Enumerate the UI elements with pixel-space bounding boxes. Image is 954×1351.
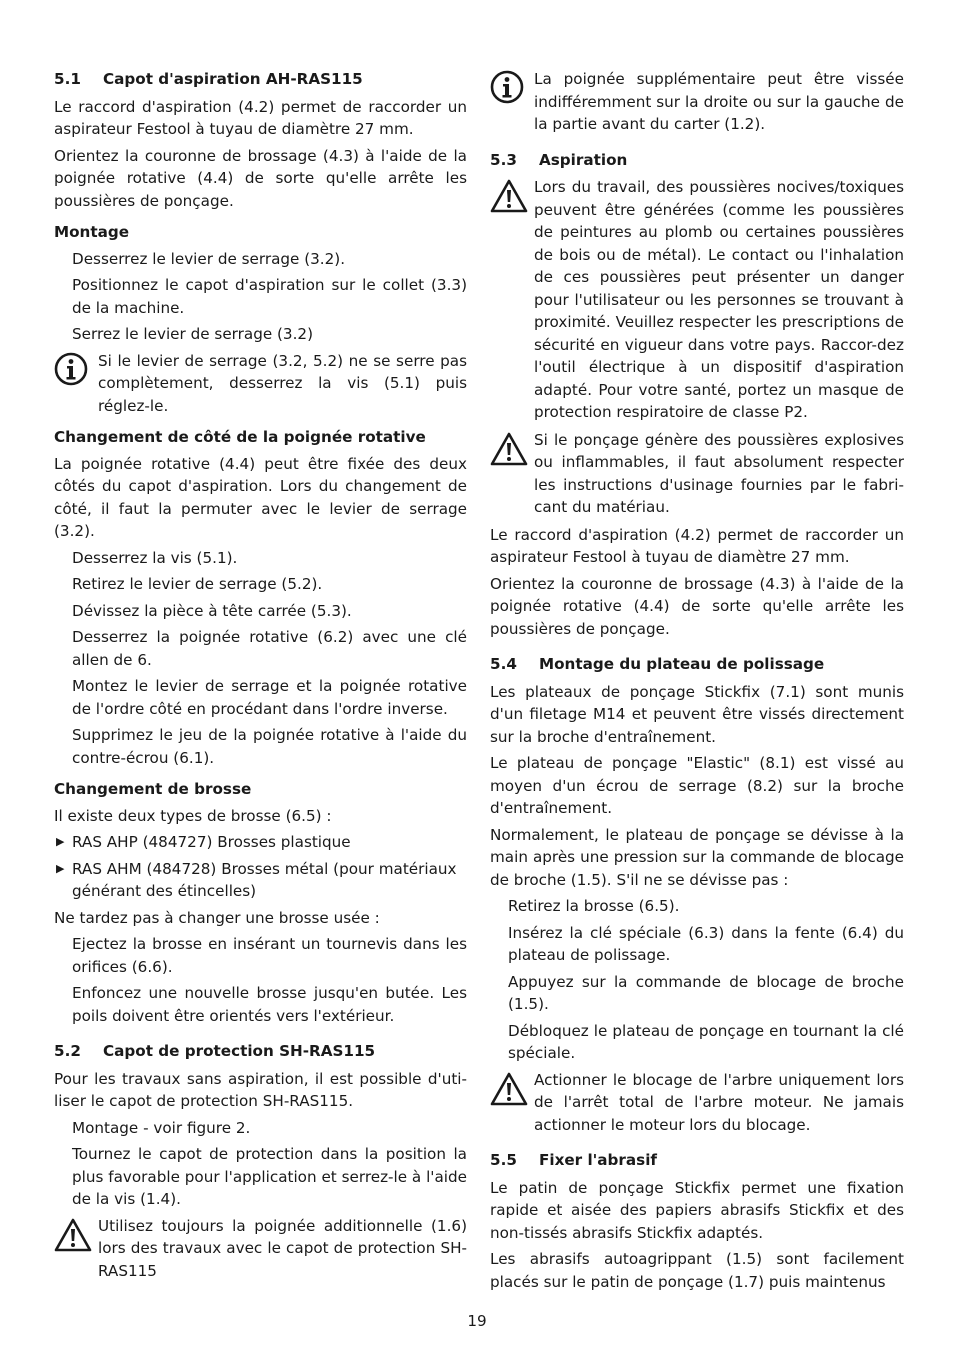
page-number: 19 xyxy=(467,1312,487,1330)
step: Enfoncez une nouvelle brosse jusqu'en butée. Les poils doivent être orientés vers l'extérieur. xyxy=(72,984,467,1025)
warning-icon xyxy=(490,429,534,519)
paragraph: Les abrasifs autoagrippant (1.5) sont facilement placés sur le patin de ponçage (1.7) puis maintenus xyxy=(490,1250,904,1291)
warning-note: Actionner le blocage de l'arbre uniquement lors de l'arrêt total de l'arbre moteur. Ne jamais actionner le moteur lors du blocage. xyxy=(490,1069,904,1137)
paragraph: Orientez la couronne de brossage (4.3) à l'aide de la poignée rotative (4.4) de sorte qu'elle arrête les poussières de ponçage. xyxy=(490,574,904,638)
subheading-montage: Montage xyxy=(54,223,130,241)
info-icon xyxy=(490,68,534,136)
paragraph: Le patin de ponçage Stickfix permet une fixation rapide et aisée des papiers abrasifs Stickfix et des non-tissés abrasifs Stickfix adaptés. xyxy=(490,1178,904,1242)
step: Montage - voir figure 2. xyxy=(72,1118,251,1137)
step: Desserrez le levier de serrage (3.2). xyxy=(72,249,346,268)
section-5-1-heading: 5.1 Capot d'aspiration AH-RAS115 xyxy=(54,70,363,88)
section-5-3-heading: 5.3 Aspiration xyxy=(490,150,628,169)
paragraph: Le raccord d'aspiration (4.2) permet de raccorder un aspirateur Festool à tuyau de diamètre 27 mm. xyxy=(490,525,904,566)
paragraph: Le plateau de ponçage "Elastic" (8.1) est vissé au moyen d'un écrou de serrage (8.2) sur la broche d'entraînement. xyxy=(490,754,904,817)
step: Ejectez la brosse en insérant un tournevis dans les orifices (6.6). xyxy=(72,935,467,976)
info-note: La poignée supplémentaire peut être vissée indifféremment sur la droite ou sur la gauche de la partie avant du carter (1.2). xyxy=(490,68,904,136)
step: Serrez le levier de serrage (3.2) xyxy=(72,325,314,343)
step: Supprimez le jeu de la poignée rotative à l'aide du contre-écrou (6.1). xyxy=(72,726,467,767)
info-icon xyxy=(54,350,98,418)
step: Desserrez la vis (5.1). xyxy=(72,548,238,567)
step: Retirez le levier de serrage (5.2). xyxy=(72,575,323,593)
subheading-brosse: Changement de brosse xyxy=(54,780,252,798)
paragraph: Les plateaux de ponçage Stickfix (7.1) sont munis d'un filetage M14 et peuvent être vissés directement sur la broche d'entraînement. xyxy=(490,682,904,746)
step: Tournez le capot de protection dans la position la plus favorable pour l'application et serrez-le à l'aide de la vis (1.4). xyxy=(72,1145,467,1208)
paragraph: Orientez la couronne de brossage (4.3) à l'aide de la poignée rotative (4.4) de sorte qu'elle arrête les poussières de ponçage. xyxy=(54,146,467,210)
paragraph: Le raccord d'aspiration (4.2) permet de raccorder un aspirateur Festool à tuyau de diamètre 27 mm. xyxy=(54,97,467,138)
warning-note: Utilisez toujours la poignée additionnelle (1.6) lors des travaux avec le capot de protection SH-RAS115 xyxy=(54,1215,467,1283)
paragraph: La poignée rotative (4.4) peut être fixée des deux côtés du capot d'aspiration. Lors du changement de côté, il faut la permuter avec le levier de serrage (3.2). xyxy=(54,454,467,540)
subheading-changement-cote: Changement de côté de la poignée rotative xyxy=(54,428,426,446)
paragraph: Il existe deux types de brosse (6.5) : xyxy=(54,806,332,825)
section-5-2-heading: 5.2 Capot de protection SH-RAS115 xyxy=(54,1042,376,1060)
step: Retirez la brosse (6.5). xyxy=(508,897,680,915)
step: Insérez la clé spéciale (6.3) dans la fente (6.4) du plateau de polissage. xyxy=(508,923,904,964)
step: Montez le levier de serrage et la poignée rotative de l'ordre côté en procédant dans l'ordre inverse. xyxy=(72,677,467,718)
step: Appuyez sur la commande de blocage de broche (1.5). xyxy=(508,972,904,1013)
step: Débloquez le plateau de ponçage en tournant la clé spéciale. xyxy=(508,1021,904,1062)
warning-note: Si le ponçage génère des poussières explosives ou inflammables, il faut absolument respecter les instructions d'usinage fournies par le fabri-cant du matériau. xyxy=(490,429,904,519)
right-column xyxy=(490,68,904,1297)
info-note: Si le levier de serrage (3.2, 5.2) ne se serre pas complètement, desserrez la vis (5.1) puis réglez-le. xyxy=(54,350,467,418)
warning-note: Lors du travail, des poussières nocives/toxiques peuvent être générées (comme les poussières de peintures au plomb ou certaines poussières de bois ou de métal). Le contact ou l'inhalation de ces poussières peut présenter un danger pour l'utilisateur ou les personnes se trouvant à proximité. Veuillez respecter les prescriptions de sécurité en vigueur dans votre pays. Raccor-dez l'outil électrique à un dispositif d'aspiration adapté. Pour votre santé, portez un masque de protection respiratoire de classe P2. xyxy=(490,176,904,424)
bullet-item: ▶ RAS AHM (484728) Brosses métal (pour matériaux générant des étincelles) xyxy=(54,858,467,903)
paragraph: Pour les travaux sans aspiration, il est possible d'uti-liser le capot de protection SH-RAS115. xyxy=(54,1069,467,1110)
step: Dévissez la pièce à tête carrée (5.3). xyxy=(72,601,352,620)
warning-icon xyxy=(490,176,534,424)
warning-icon xyxy=(54,1215,98,1283)
step: Desserrez la poignée rotative (6.2) avec une clé allen de 6. xyxy=(72,628,467,669)
warning-icon xyxy=(490,1069,534,1137)
paragraph: Ne tardez pas à changer une brosse usée : xyxy=(54,908,380,927)
step: Positionnez le capot d'aspiration sur le collet (3.3) de la machine. xyxy=(72,276,467,317)
section-5-5-heading: 5.5 Fixer l'abrasif xyxy=(490,1151,658,1169)
left-column xyxy=(54,68,467,1287)
section-5-4-heading: 5.4 Montage du plateau de polissage xyxy=(490,655,825,673)
bullet-item: ▶ RAS AHP (484727) Brosses plastique xyxy=(54,831,467,854)
paragraph: Normalement, le plateau de ponçage se dévisse à la main après une pression sur la commande de blocage de broche (1.5). S'il ne se dévisse pas : xyxy=(490,825,904,889)
